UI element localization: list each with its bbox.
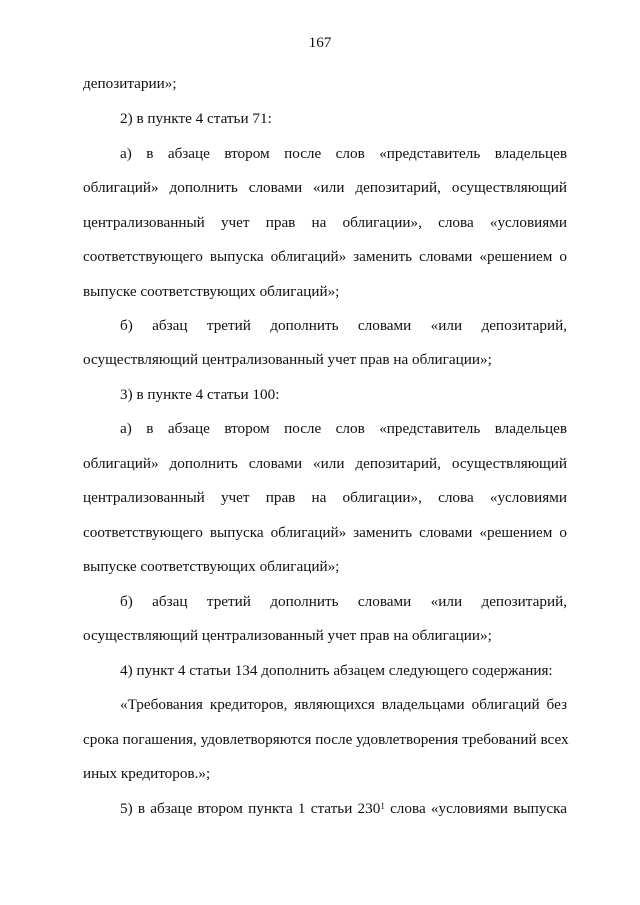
text-line: централизованный учет прав на облигации», слова «условиями [83,214,567,231]
text-line: соответствующего выпуска облигаций» заменить словами «решением о [83,524,567,541]
text-line: а) в абзаце втором после слов «представитель владельцев [120,420,567,437]
text-line: облигаций» дополнить словами «или депозитарий, осуществляющий [83,455,567,472]
text-line: б) абзац третий дополнить словами «или депозитарий, [120,593,567,610]
superscript: 1 [380,801,385,811]
text-segment: 5) в абзаце втором пункта 1 статьи 230 [120,800,381,817]
text-line: 3) в пункте 4 статьи 100: [120,386,280,403]
text-line: 4) пункт 4 статьи 134 дополнить абзацем следующего содержания: [120,662,553,679]
text-line: централизованный учет прав на облигации», слова «условиями [83,489,567,506]
text-line: соответствующего выпуска облигаций» заменить словами «решением о [83,248,567,265]
text-line: 2) в пункте 4 статьи 71: [120,110,272,127]
page-number: 167 [308,34,332,51]
text-line: облигаций» дополнить словами «или депозитарий, осуществляющий [83,179,567,196]
text-line: выпуске соответствующих облигаций»; [83,283,340,300]
text-line: б) абзац третий дополнить словами «или депозитарий, [120,317,567,334]
text-line: «Требования кредиторов, являющихся владельцами облигаций без [120,696,567,713]
text-line: осуществляющий централизованный учет прав на облигации»; [83,627,492,644]
text-line-last [120,800,567,818]
text-segment: слова «условиями выпуска [384,800,567,817]
text-line: выпуске соответствующих облигаций»; [83,558,340,575]
text-line: депозитарии»; [83,75,177,92]
text-line: срока погашения, удовлетворяются после удовлетворения требований всех [83,731,569,748]
text-line: осуществляющий централизованный учет прав на облигации»; [83,351,492,368]
text-line: иных кредиторов.»; [83,765,211,782]
text-line: а) в абзаце втором после слов «представитель владельцев [120,145,567,162]
